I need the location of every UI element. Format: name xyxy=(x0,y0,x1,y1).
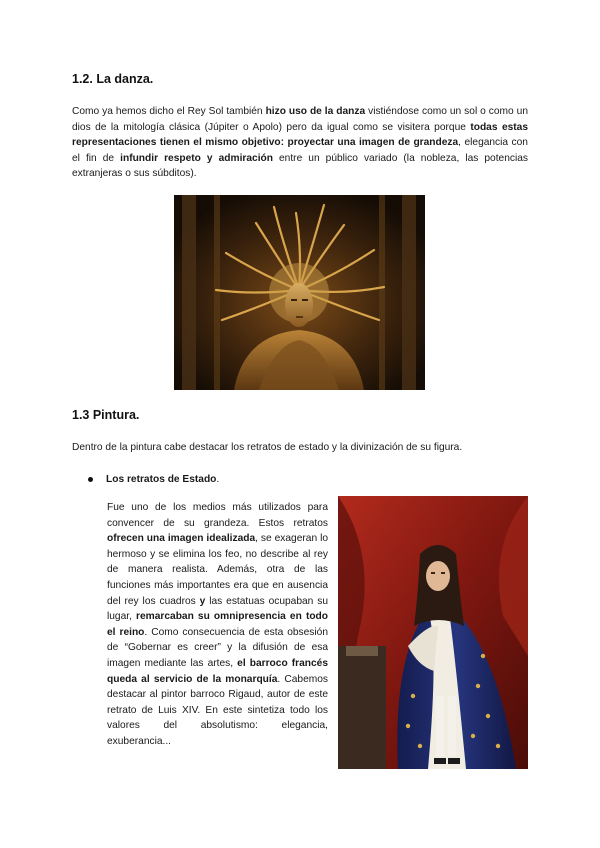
heading-la-danza: 1.2. La danza. xyxy=(72,72,154,86)
text-run: , elegancia con el fin de xyxy=(72,137,528,164)
bold-run: hizo uso de la danza xyxy=(265,106,366,117)
bullet-suffix: . xyxy=(216,474,220,485)
text-run: , se exageran lo hermoso y se elimina los feo, no describe al rey de manera realista. Además, otra de las funciones más importantes era que en ausencia del rey los cuadros xyxy=(107,533,328,607)
bold-run: remarcaban su omnipresencia en todo el reino xyxy=(107,611,328,638)
louis-xiv-portrait-image xyxy=(338,496,528,769)
sun-king-dance-image xyxy=(174,195,425,390)
text-run: Fue uno de los medios más utilizados para convencer de su grandeza. Estos retratos xyxy=(107,502,328,529)
paragraph-retratos xyxy=(107,500,328,750)
heading-pintura: 1.3 Pintura. xyxy=(72,408,140,422)
paragraph-pintura-intro: Dentro de la pintura cabe destacar los retratos de estado y la divinización de su figura. xyxy=(72,442,463,453)
paragraph-la-danza xyxy=(72,104,528,182)
bullet-retratos-de-estado xyxy=(88,472,219,488)
bold-run: el barroco francés queda al servicio de la monarquía xyxy=(107,657,328,685)
bold-run: y xyxy=(199,595,206,607)
text-run: . Como consecuencia de esta obsesión de “Gobernar es creer” y la difusión de esa imagen mediante las artes, xyxy=(107,626,328,669)
bold-run: infundir respeto y admiración xyxy=(120,152,273,164)
bullet-label: Los retratos de Estado xyxy=(106,474,217,485)
text-run: . Cabemos destacar al pintor barroco Rigaud, autor de este retrato de Luis XIV. En este sintetiza todo los valores del absolutismo: elegancia, exuberancia... xyxy=(107,673,329,747)
text-run: entre un público variado (la nobleza, las potencias extranjeras o sus súbditos). xyxy=(72,152,528,179)
bold-run: todas estas representaciones tienen el mismo objetivo: proyectar una imagen de grandeza xyxy=(72,121,529,148)
bold-run: ofrecen una imagen idealizada xyxy=(107,533,256,545)
bullet-dot-icon xyxy=(88,477,93,482)
text-run: vistiéndose como un sol o como un dios de la mitología clásica (Júpiter o Apolo) pero da igual como se visitera porque xyxy=(72,106,528,133)
text-run: Como ya hemos dicho el Rey Sol también xyxy=(72,106,266,117)
text-run: las estatuas ocupaban su lugar, xyxy=(107,595,328,623)
